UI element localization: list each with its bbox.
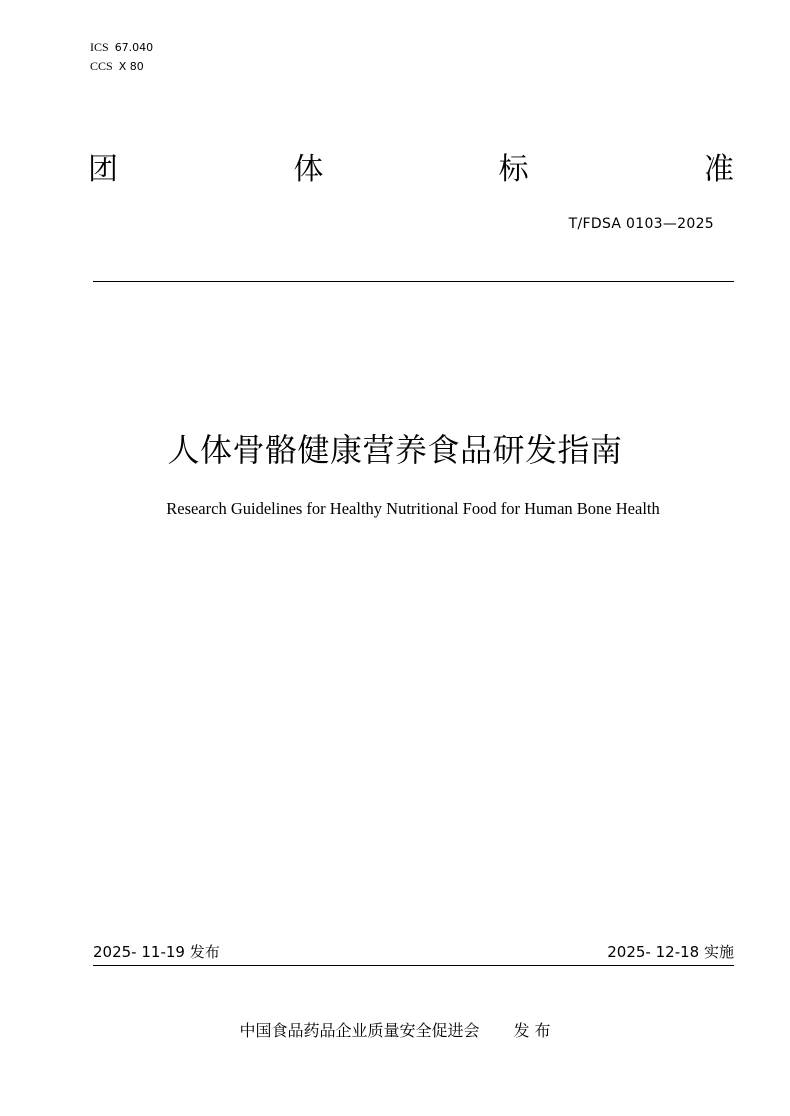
ics-label: ICS: [90, 40, 109, 54]
implementation-date-label: 实施: [703, 943, 734, 961]
header-divider: [93, 281, 734, 282]
standard-type-char: 团: [88, 152, 118, 187]
ccs-label: CCS: [90, 59, 113, 73]
issue-date: [93, 941, 220, 963]
issue-date-value: 2025- 11-19: [93, 943, 185, 961]
implementation-date: [607, 941, 734, 963]
implementation-date-value: 2025- 12-18: [607, 943, 700, 961]
issue-date-label: 发布: [189, 943, 220, 961]
publisher-line: [0, 1019, 790, 1043]
ccs-code: [90, 57, 153, 76]
ccs-value: X 80: [118, 60, 144, 73]
standard-number: T/FDSA 0103—2025: [568, 216, 714, 232]
publisher-name: 中国食品药品企业质量安全促进会: [239, 1021, 480, 1040]
document-title-chinese: 人体骨骼健康营养食品研发指南: [167, 431, 623, 469]
ics-value: 67.040: [114, 41, 154, 54]
publisher-label: 发 布: [513, 1021, 551, 1040]
footer-divider: [93, 965, 734, 966]
standard-type-char: 标: [498, 152, 529, 187]
standard-type-char: 体: [293, 152, 324, 187]
standard-type-heading: [88, 150, 734, 190]
ics-code: [90, 38, 153, 57]
document-title-english: Research Guidelines for Healthy Nutritional Food for Human Bone Health: [166, 499, 660, 518]
classification-codes: [90, 38, 153, 76]
standard-type-char: 准: [703, 152, 734, 187]
